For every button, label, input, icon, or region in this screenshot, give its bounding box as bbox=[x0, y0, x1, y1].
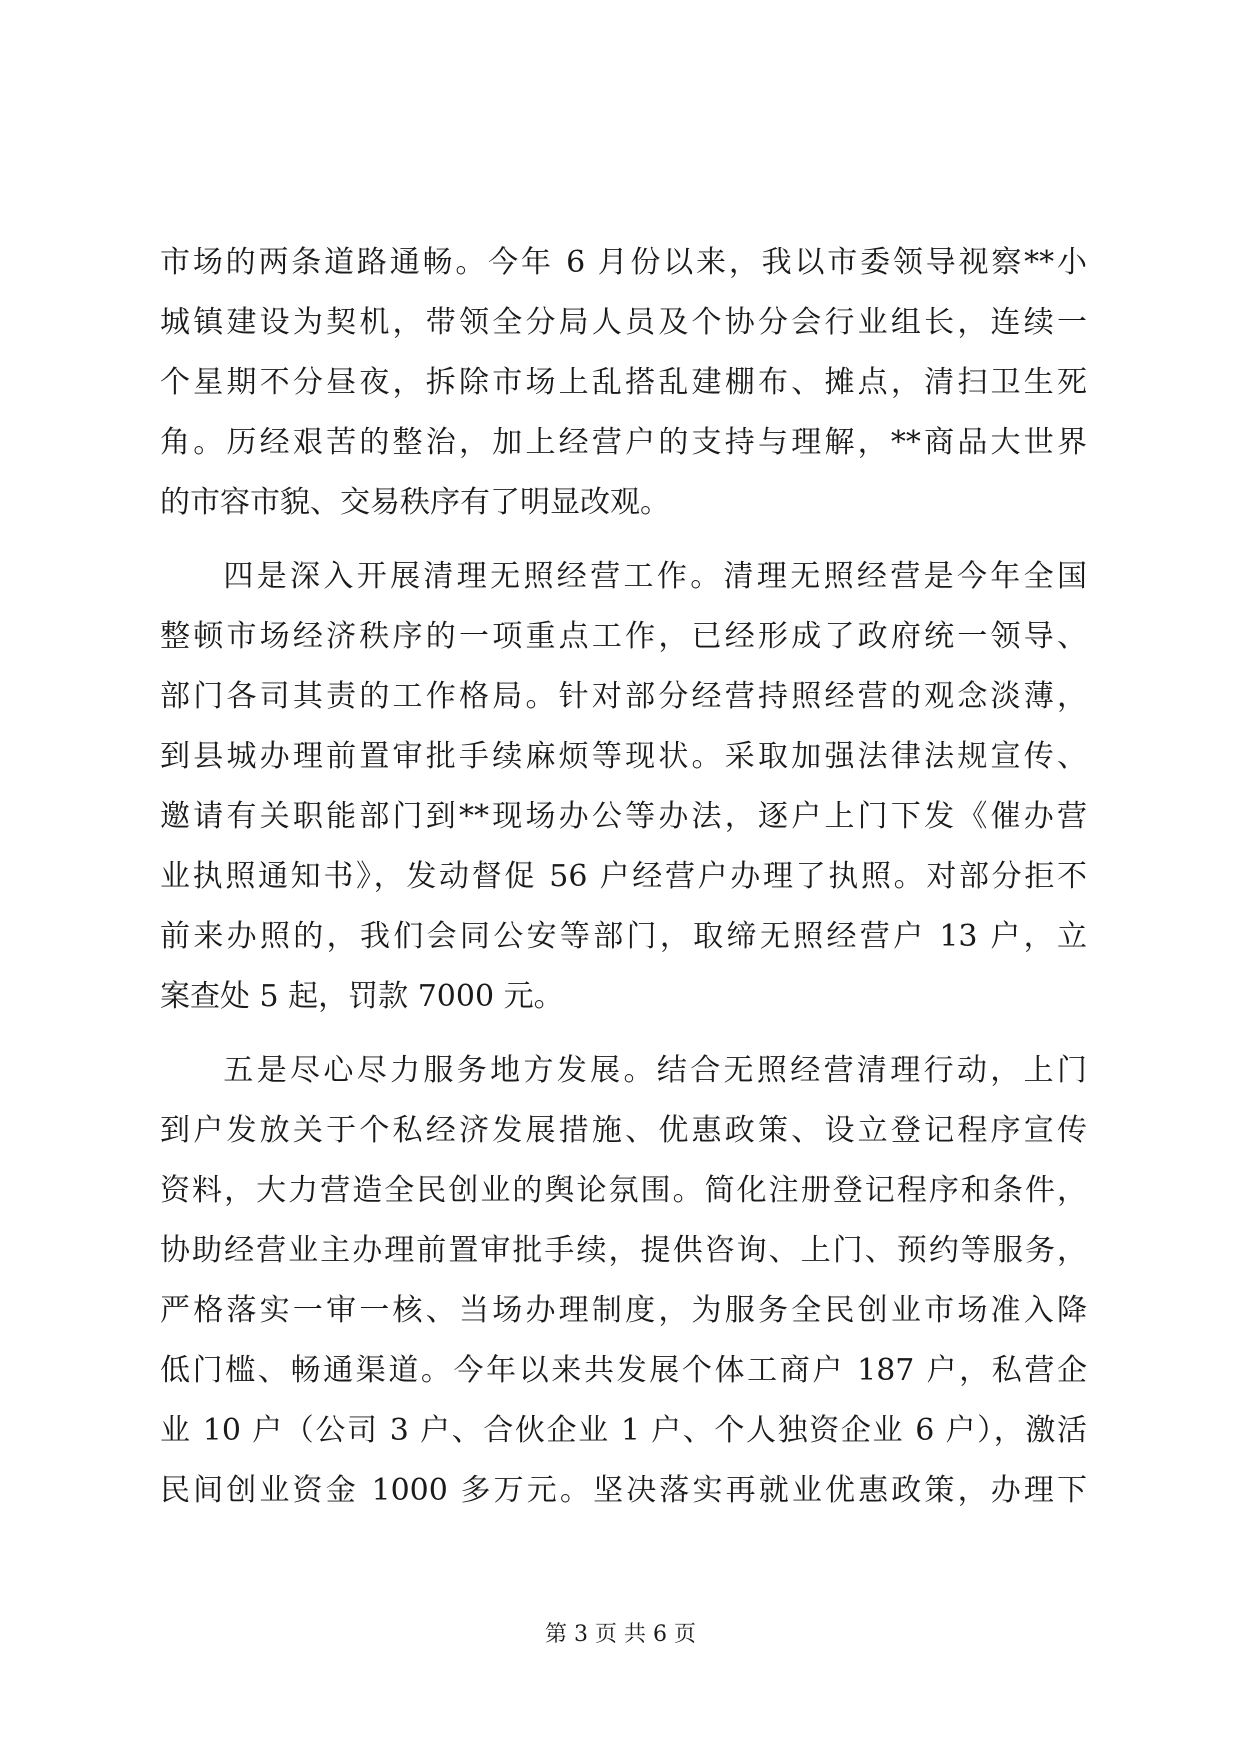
text-line: 的市容市貌、交易秩序有了明显改观。 bbox=[160, 485, 670, 520]
text-line bbox=[160, 547, 1087, 607]
text-line: 资料，大力营造全民创业的舆论氛围。简化注册登记程序和条件， bbox=[160, 1173, 1087, 1208]
paragraph-2 bbox=[160, 547, 1087, 1027]
text-line: 案查处 5 起，罚款 7000 元。 bbox=[160, 979, 564, 1014]
text-line: 角。历经艰苦的整治，加上经营户的支持与理解，**商品大世界 bbox=[160, 425, 1087, 460]
body-text bbox=[160, 233, 1087, 1521]
text-line: 整顿市场经济秩序的一项重点工作，已经形成了政府统一领导、 bbox=[160, 619, 1087, 654]
text-line: 前来办照的，我们会同公安等部门，取缔无照经营户 13 户，立 bbox=[160, 919, 1087, 954]
text-line: 邀请有关职能部门到**现场办公等办法，逐户上门下发《催办营 bbox=[160, 799, 1087, 834]
text-line: 业执照通知书》，发动督促 56 户经营户办理了执照。对部分拒不 bbox=[160, 859, 1087, 894]
text-line: 部门各司其责的工作格局。针对部分经营持照经营的观念淡薄， bbox=[160, 679, 1087, 714]
text-line: 低门槛、畅通渠道。今年以来共发展个体工商户 187 户，私营企 bbox=[160, 1353, 1087, 1388]
text-line: 市场的两条道路通畅。今年 6 月份以来，我以市委领导视察**小 bbox=[160, 245, 1087, 280]
text-line: 个星期不分昼夜，拆除市场上乱搭乱建棚布、摊点，清扫卫生死 bbox=[160, 365, 1087, 400]
text-line: 民间创业资金 1000 多万元。坚决落实再就业优惠政策，办理下 bbox=[160, 1473, 1087, 1508]
text-line: 到县城办理前置审批手续麻烦等现状。采取加强法律法规宣传、 bbox=[160, 739, 1087, 774]
text-line bbox=[160, 1041, 1087, 1101]
paragraph-first-line: 四是深入开展清理无照经营工作。清理无照经营是今年全国 bbox=[220, 559, 1087, 594]
text-line: 到户发放关于个私经济发展措施、优惠政策、设立登记程序宣传 bbox=[160, 1113, 1087, 1148]
text-line: 协助经营业主办理前置审批手续，提供咨询、上门、预约等服务， bbox=[160, 1233, 1087, 1268]
text-line: 严格落实一审一核、当场办理制度，为服务全民创业市场准入降 bbox=[160, 1293, 1087, 1328]
text-line: 城镇建设为契机，带领全分局人员及个协分会行业组长，连续一 bbox=[160, 305, 1087, 340]
page-number-footer: 第 3 页 共 6 页 bbox=[545, 1622, 696, 1647]
paragraph-1 bbox=[160, 233, 1087, 533]
text-line: 业 10 户（公司 3 户、合伙企业 1 户、个人独资企业 6 户），激活 bbox=[160, 1413, 1087, 1448]
paragraph-first-line: 五是尽心尽力服务地方发展。结合无照经营清理行动，上门 bbox=[220, 1053, 1087, 1088]
paragraph-3 bbox=[160, 1041, 1087, 1521]
